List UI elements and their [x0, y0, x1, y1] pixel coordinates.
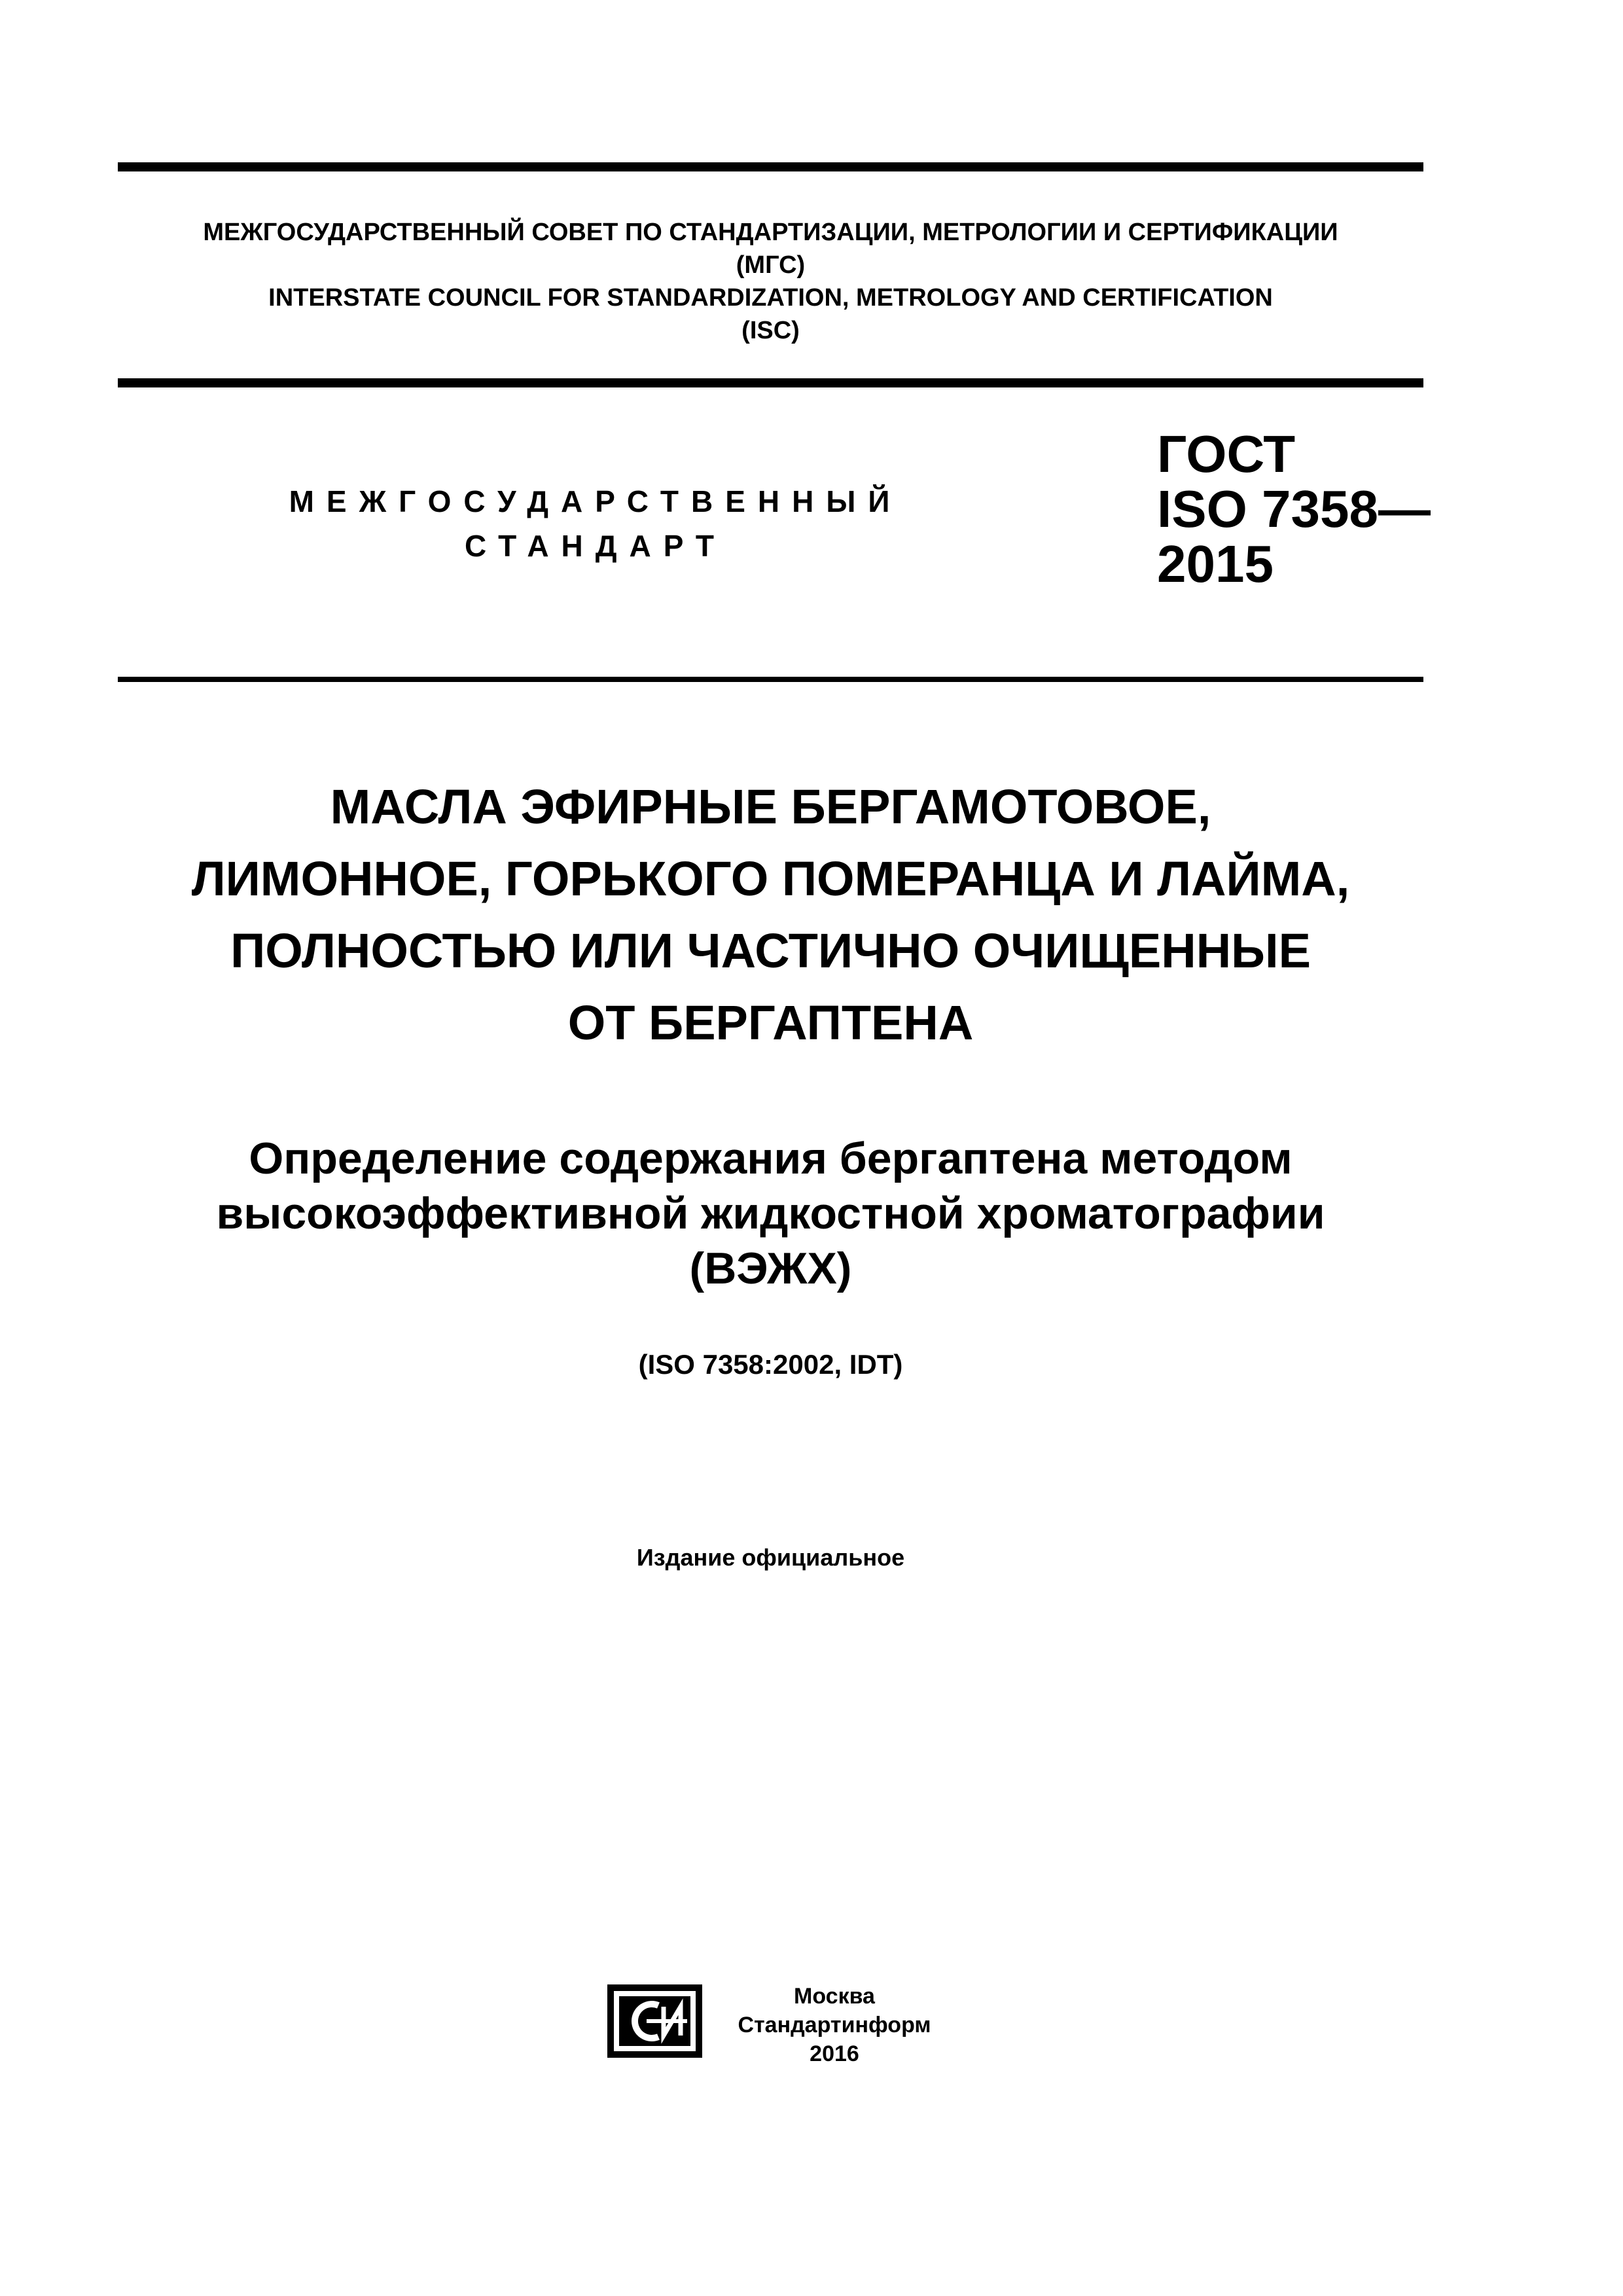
standard-designation: [1157, 427, 1431, 592]
publisher-city: Москва: [794, 1984, 875, 2009]
designation-line2: ISO 7358—: [1157, 480, 1431, 538]
council-name-en: INTERSTATE COUNCIL FOR STANDARDIZATION, METROLOGY AND CERTIFICATION: [268, 284, 1273, 312]
council-name-ru: МЕЖГОСУДАРСТВЕННЫЙ СОВЕТ ПО СТАНДАРТИЗАЦИИ, МЕТРОЛОГИИ И СЕРТИФИКАЦИИ: [203, 219, 1338, 246]
title-line2: ЛИМОННОЕ, ГОРЬКОГО ПОМЕРАНЦА И ЛАЙМА,: [191, 852, 1350, 906]
edition-label: Издание официальное: [636, 1544, 905, 1571]
title-divider: [118, 677, 1423, 682]
standard-type-line2: СТАНДАРТ: [465, 529, 726, 563]
standartinform-logo-icon: [607, 1984, 702, 2058]
document-title: [118, 771, 1423, 1059]
council-header: [118, 216, 1423, 347]
header-divider: [118, 378, 1423, 387]
standard-type-line1: МЕЖГОСУДАРСТВЕННЫЙ: [289, 484, 902, 518]
council-abbr-en: (ISC): [741, 317, 800, 344]
title-line3: ПОЛНОСТЬЮ ИЛИ ЧАСТИЧНО ОЧИЩЕННЫЕ: [230, 924, 1311, 978]
publisher-name: Стандартинформ: [738, 2013, 931, 2037]
iso-reference: (ISO 7358:2002, IDT): [638, 1349, 903, 1380]
title-line4: ОТ БЕРГАПТЕНА: [567, 996, 974, 1050]
designation-line1: ГОСТ: [1157, 425, 1296, 483]
publisher-year: 2016: [810, 2041, 859, 2066]
designation-line3: 2015: [1157, 535, 1274, 593]
standard-type: [236, 479, 955, 568]
council-abbr-ru: (МГС): [736, 251, 806, 279]
subtitle-line1: Определение содержания бергаптена методом: [249, 1134, 1293, 1183]
top-divider: [118, 162, 1423, 171]
document-subtitle: [118, 1131, 1423, 1296]
subtitle-line3: (ВЭЖХ): [689, 1244, 852, 1293]
title-line1: МАСЛА ЭФИРНЫЕ БЕРГАМОТОВОЕ,: [330, 780, 1211, 834]
subtitle-line2: высокоэффективной жидкостной хроматографии: [216, 1189, 1325, 1238]
publisher-block: [723, 1982, 946, 2068]
